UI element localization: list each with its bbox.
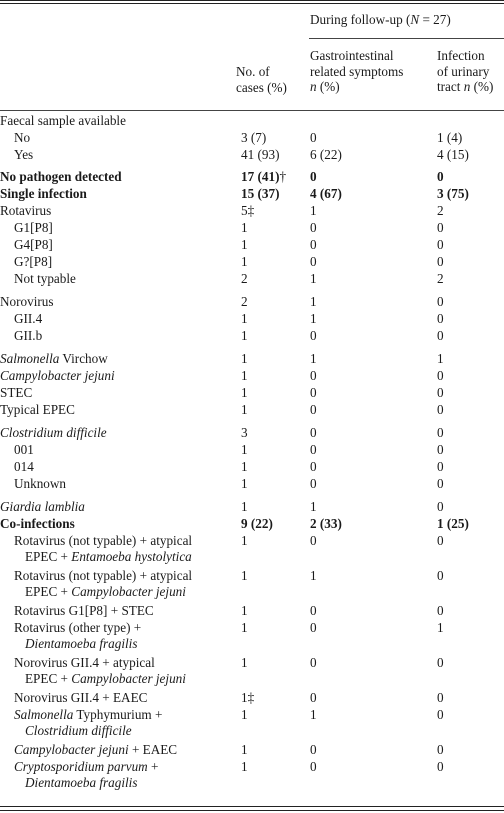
cell-uti: 0 <box>437 237 444 252</box>
cell-gi: 1 <box>310 311 317 326</box>
row-label-part: Norovirus <box>0 294 54 309</box>
row-label-part: Yes <box>14 147 34 162</box>
cell-cases-value: 1 <box>241 351 248 366</box>
cell-cases-value: 1 <box>241 220 248 235</box>
row-label-part: EPEC + <box>25 584 72 599</box>
table-row <box>0 271 504 287</box>
table-row <box>0 130 504 146</box>
cell-uti: 0 <box>437 655 444 670</box>
row-label <box>0 294 53 310</box>
row-label-part: Faecal sample available <box>0 113 126 128</box>
cell-cases <box>241 328 248 344</box>
header-uti-pct: (%) <box>470 79 494 94</box>
cell-cases <box>241 368 248 384</box>
cell-cases <box>241 516 273 532</box>
cell-uti: 0 <box>437 311 444 326</box>
table-row <box>0 169 504 185</box>
header-gi-line2: related symptoms <box>310 63 404 79</box>
cell-cases-value: 1 <box>241 707 248 722</box>
cell-cases-value: 3 <box>241 425 248 440</box>
row-label-part: 014 <box>14 459 34 474</box>
cell-gi: 0 <box>310 254 317 269</box>
row-label-part: + <box>147 759 159 774</box>
row-label-part: 001 <box>14 442 34 457</box>
row-label-part: Dientamoeba fragilis <box>25 636 138 651</box>
cell-cases <box>241 442 248 458</box>
cell-cases <box>241 655 248 671</box>
cell-cases <box>241 603 248 619</box>
cell-uti: 0 <box>437 476 444 491</box>
table-row <box>0 707 504 723</box>
row-label <box>14 311 42 327</box>
row-label-part: Campylobacter jejuni <box>71 584 186 599</box>
cell-cases-value: 1 <box>241 655 248 670</box>
cell-cases <box>241 385 248 401</box>
row-label <box>14 237 53 253</box>
row-label <box>0 499 85 515</box>
row-label <box>14 442 34 458</box>
row-label <box>0 203 51 219</box>
cell-cases <box>241 130 266 146</box>
row-label <box>0 351 108 367</box>
cell-uti: 0 <box>437 385 444 400</box>
cell-gi: 1 <box>310 568 317 583</box>
row-label-part: G1[P8] <box>14 220 53 235</box>
cell-uti: 0 <box>437 459 444 474</box>
cell-uti: 0 <box>437 294 444 309</box>
header-gi-n: n <box>310 79 317 94</box>
cell-cases-value: 1 <box>241 742 248 757</box>
cell-uti: 0 <box>437 603 444 618</box>
cell-gi: 0 <box>310 476 317 491</box>
table-row <box>0 533 504 549</box>
table-row <box>0 516 504 532</box>
table-row <box>0 237 504 253</box>
row-label-part: Typical EPEC <box>0 402 75 417</box>
cell-cases-value: 1 <box>241 402 248 417</box>
cell-cases-value: 1 <box>241 603 248 618</box>
row-label-part: STEC <box>0 385 33 400</box>
cell-cases-value: 1 <box>241 385 248 400</box>
cell-uti: 0 <box>437 568 444 583</box>
row-label-part: Campylobacter jejuni <box>71 671 186 686</box>
footnote-mark: ‡ <box>247 203 255 218</box>
header-gi-symptoms <box>310 48 403 95</box>
cell-gi: 0 <box>310 220 317 235</box>
row-label <box>14 147 33 163</box>
row-label-part: Rotavirus (not typable) + atypical <box>14 568 193 583</box>
row-label <box>14 254 52 270</box>
cell-uti: 0 <box>437 368 444 383</box>
row-label-part: GII.4 <box>14 311 43 326</box>
cell-cases <box>241 147 279 163</box>
cell-gi: 6 (22) <box>310 147 342 162</box>
row-label <box>14 533 192 549</box>
cell-uti: 4 (15) <box>437 147 469 162</box>
row-label <box>0 402 75 418</box>
header-urinary-infection <box>437 48 493 95</box>
row-label <box>25 549 192 565</box>
header-cases-line2: cases (%) <box>236 79 287 95</box>
row-label <box>0 516 75 532</box>
header-followup-suffix: = 27) <box>419 12 451 27</box>
cell-uti: 0 <box>437 759 444 774</box>
cell-cases <box>241 351 248 367</box>
cell-cases <box>241 568 248 584</box>
table-row <box>0 203 504 219</box>
row-label-part: Entamoeba hystolytica <box>71 549 192 564</box>
header-cases-line1: No. of <box>236 64 270 79</box>
bottom-rule <box>0 806 504 807</box>
header-uti-pre: tract <box>437 79 464 94</box>
cell-cases <box>241 620 248 636</box>
cell-uti: 0 <box>437 707 444 722</box>
row-label-part: Campylobacter jejuni <box>0 368 115 383</box>
table-row <box>0 655 504 671</box>
cell-uti: 1 <box>437 620 444 635</box>
cell-cases-value: 15 (37) <box>241 186 280 201</box>
cell-cases-value: 41 (93) <box>241 147 280 162</box>
row-label-part: Rotavirus <box>0 203 52 218</box>
cell-uti: 0 <box>437 442 444 457</box>
row-label-part: Campylobacter jejuni <box>14 742 129 757</box>
row-label-part: No pathogen detected <box>0 169 122 184</box>
cell-cases-value: 1 <box>241 237 248 252</box>
table-row <box>0 742 504 758</box>
row-label <box>0 385 32 401</box>
table-row <box>0 442 504 458</box>
row-label-part: Rotavirus (other type) + <box>14 620 142 635</box>
row-label-part: Unknown <box>14 476 67 491</box>
row-label <box>0 368 115 384</box>
cell-cases <box>241 203 254 219</box>
cell-cases-value: 1 <box>241 476 248 491</box>
row-label-part: Salmonella <box>14 707 74 722</box>
table-row <box>0 690 504 706</box>
row-label-part: Cryptosporidium parvum <box>14 759 148 774</box>
table-row <box>0 147 504 163</box>
cell-gi: 0 <box>310 368 317 383</box>
table-row <box>0 351 504 367</box>
row-label-part: Virchow <box>59 351 108 366</box>
row-label <box>0 169 122 185</box>
cell-cases <box>241 220 248 236</box>
cell-cases-value: 1 <box>241 442 248 457</box>
cell-cases-value: 17 (41) <box>241 169 280 184</box>
cell-cases <box>241 311 248 327</box>
table-row <box>0 459 504 475</box>
cell-cases <box>241 237 248 253</box>
row-label-part: EPEC + <box>25 549 72 564</box>
cell-gi: 0 <box>310 459 317 474</box>
row-label <box>14 328 42 344</box>
cell-gi: 0 <box>310 442 317 457</box>
cell-gi: 0 <box>310 690 317 705</box>
cell-uti: 0 <box>437 499 444 514</box>
cell-cases <box>241 402 248 418</box>
cell-cases-value: 1 <box>241 533 248 548</box>
cell-gi: 0 <box>310 328 317 343</box>
cell-cases-value: 1 <box>241 368 248 383</box>
cell-uti: 1 (4) <box>437 130 463 145</box>
table-row <box>0 186 504 202</box>
row-label-part: Rotavirus G1[P8] + STEC <box>14 603 154 618</box>
followup-underline <box>309 38 504 39</box>
row-label-part: Clostridium difficile <box>0 425 107 440</box>
top-rule-double <box>0 3 504 4</box>
table-row <box>0 775 504 791</box>
cell-cases <box>241 690 254 706</box>
cell-uti: 0 <box>437 254 444 269</box>
cell-cases <box>241 271 248 287</box>
row-label <box>25 723 132 739</box>
cell-uti: 0 <box>437 220 444 235</box>
cell-cases-value: 1 <box>241 499 248 514</box>
table-row <box>0 294 504 310</box>
row-label-part: Salmonella <box>0 351 60 366</box>
cell-cases-value: 1 <box>241 759 248 774</box>
cell-uti: 1 <box>437 351 444 366</box>
cell-uti: 0 <box>437 742 444 757</box>
row-label <box>14 690 147 706</box>
table-row <box>0 636 504 652</box>
header-gi-pct: (%) <box>316 79 340 94</box>
table-row <box>0 499 504 515</box>
row-label-part: Not typable <box>14 271 76 286</box>
header-bottom-rule <box>0 110 504 111</box>
row-label <box>14 620 141 636</box>
cell-gi: 2 (33) <box>310 516 342 531</box>
cell-cases-value: 2 <box>241 294 248 309</box>
row-label <box>0 113 126 129</box>
header-uti-line1: Infection <box>437 48 485 63</box>
cell-gi: 0 <box>310 237 317 252</box>
table-row <box>0 311 504 327</box>
cell-cases <box>241 707 248 723</box>
table-row <box>0 425 504 441</box>
table-row <box>0 584 504 600</box>
cell-gi: 0 <box>310 385 317 400</box>
cell-cases <box>241 425 248 441</box>
cell-gi: 0 <box>310 169 317 184</box>
row-label-part: Dientamoeba fragilis <box>25 775 138 790</box>
cell-cases-value: 1 <box>241 311 248 326</box>
cell-cases <box>241 169 286 185</box>
cell-gi: 0 <box>310 620 317 635</box>
cell-gi: 0 <box>310 130 317 145</box>
cell-gi: 0 <box>310 402 317 417</box>
table-row <box>0 402 504 418</box>
header-uti-line2: of urinary <box>437 63 490 79</box>
header-followup-prefix: During follow-up ( <box>310 12 411 27</box>
cell-cases <box>241 499 248 515</box>
table-row <box>0 549 504 565</box>
cell-cases <box>241 533 248 549</box>
cell-cases <box>241 294 248 310</box>
row-label-part: G4[P8] <box>14 237 53 252</box>
cell-cases <box>241 254 248 270</box>
cell-gi: 0 <box>310 533 317 548</box>
row-label <box>14 759 158 775</box>
row-label <box>14 742 177 758</box>
cell-gi: 1 <box>310 499 317 514</box>
table-row <box>0 385 504 401</box>
cell-uti: 0 <box>437 328 444 343</box>
cell-cases <box>241 459 248 475</box>
row-label <box>14 707 162 723</box>
row-label <box>25 775 137 791</box>
row-label <box>14 603 154 619</box>
table-row <box>0 568 504 584</box>
footnote-mark: † <box>279 169 287 184</box>
cell-cases-value: 9 (22) <box>241 516 273 531</box>
cell-gi: 0 <box>310 603 317 618</box>
table-row <box>0 620 504 636</box>
cell-uti: 0 <box>437 533 444 548</box>
row-label-part: Co-infections <box>0 516 75 531</box>
table-row <box>0 328 504 344</box>
cell-gi: 1 <box>310 294 317 309</box>
cell-uti: 2 <box>437 203 444 218</box>
footnote-mark: ‡ <box>247 690 255 705</box>
cell-gi: 4 (67) <box>310 186 342 201</box>
cell-uti: 1 (25) <box>437 516 469 531</box>
table-row <box>0 603 504 619</box>
row-label-part: Norovirus GII.4 + atypical <box>14 655 155 670</box>
row-label-part: Single infection <box>0 186 87 201</box>
cell-cases-value: 1 <box>241 568 248 583</box>
row-label <box>0 425 107 441</box>
header-uti-n: n <box>463 79 471 94</box>
row-label-part: Norovirus GII.4 + EAEC <box>14 690 148 705</box>
header-followup-n: N <box>410 12 420 27</box>
cell-gi: 1 <box>310 707 317 722</box>
row-label <box>14 271 76 287</box>
cell-cases <box>241 476 248 492</box>
bottom-rule-double <box>0 810 504 811</box>
row-label-part: Clostridium difficile <box>25 723 132 738</box>
cell-cases-value: 3 (7) <box>241 130 267 145</box>
cell-cases-value: 1 <box>241 620 248 635</box>
row-label <box>25 584 186 600</box>
cell-uti: 2 <box>437 271 444 286</box>
header-gi-line1: Gastrointestinal <box>310 48 394 63</box>
top-rule <box>0 0 504 1</box>
table-row <box>0 220 504 236</box>
row-label-part: Giardia lamblia <box>0 499 85 514</box>
table-row <box>0 476 504 492</box>
cell-cases <box>241 186 279 202</box>
cell-uti: 0 <box>437 425 444 440</box>
table-row <box>0 254 504 270</box>
row-label-part: G?[P8] <box>14 254 53 269</box>
cell-cases-value: 2 <box>241 271 248 286</box>
row-label-part: GII.b <box>14 328 43 343</box>
cell-uti: 3 (75) <box>437 186 469 201</box>
cell-uti: 0 <box>437 690 444 705</box>
cell-cases-value: 5 <box>241 203 248 218</box>
table-row <box>0 759 504 775</box>
row-label-part: Typhymurium + <box>73 707 163 722</box>
cell-cases-value: 1 <box>241 690 248 705</box>
table-row <box>0 368 504 384</box>
header-gi-line3 <box>310 79 403 95</box>
table-row <box>0 671 504 687</box>
cell-uti: 0 <box>437 402 444 417</box>
cell-cases <box>241 759 248 775</box>
table-row <box>0 113 504 129</box>
cell-gi: 0 <box>310 742 317 757</box>
row-label <box>14 130 30 146</box>
cell-uti: 0 <box>437 169 444 184</box>
cell-gi: 0 <box>310 759 317 774</box>
cell-gi: 0 <box>310 425 317 440</box>
header-followup <box>310 12 451 28</box>
row-label-part: Rotavirus (not typable) + atypical <box>14 533 193 548</box>
row-label <box>0 186 87 202</box>
cell-cases-value: 1 <box>241 459 248 474</box>
row-label <box>14 220 53 236</box>
header-uti-line3 <box>437 79 493 95</box>
row-label <box>25 636 137 652</box>
table-row <box>0 723 504 739</box>
cell-gi: 0 <box>310 655 317 670</box>
row-label <box>14 476 66 492</box>
row-label <box>14 568 192 584</box>
row-label <box>14 459 34 475</box>
row-label-part: EPEC + <box>25 671 72 686</box>
row-label-part: + EAEC <box>128 742 178 757</box>
cell-cases-value: 1 <box>241 254 248 269</box>
row-label <box>14 655 155 671</box>
cell-gi: 1 <box>310 203 317 218</box>
header-cases <box>236 64 287 95</box>
row-label <box>25 671 186 687</box>
cell-cases-value: 1 <box>241 328 248 343</box>
cell-gi: 1 <box>310 271 317 286</box>
cell-gi: 1 <box>310 351 317 366</box>
cell-cases <box>241 742 248 758</box>
row-label-part: No <box>14 130 31 145</box>
